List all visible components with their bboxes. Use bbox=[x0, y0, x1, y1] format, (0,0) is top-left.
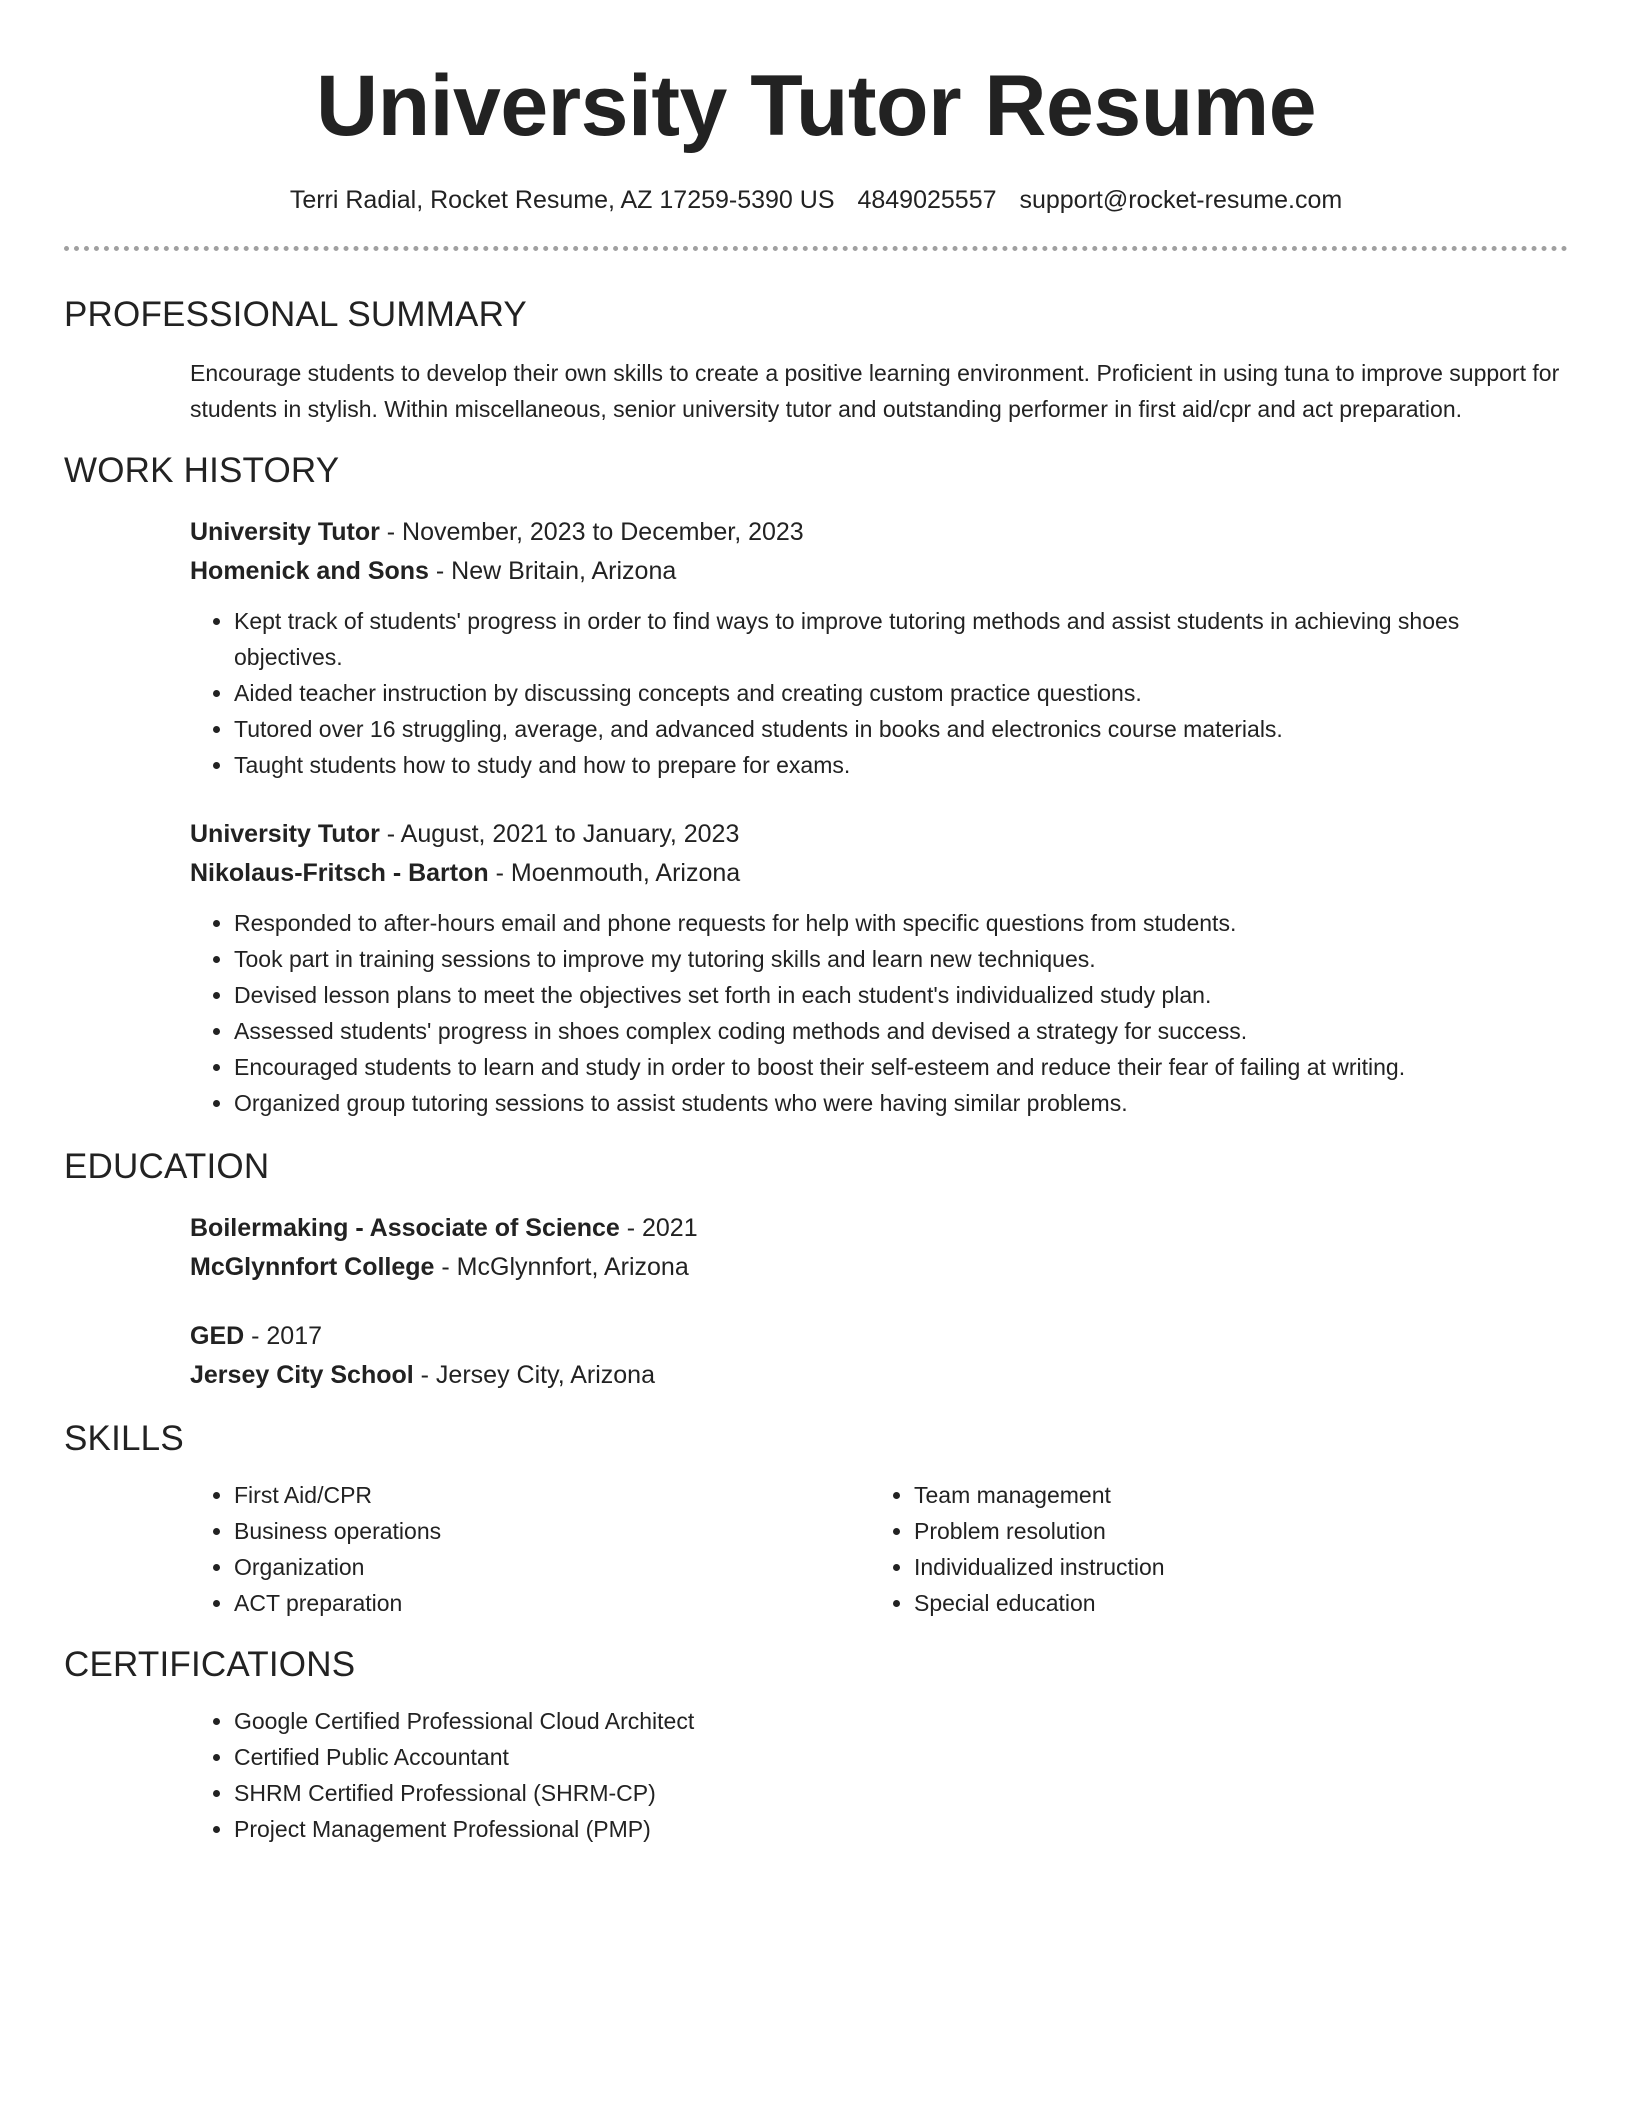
job-title-line bbox=[190, 513, 1568, 552]
job-entry bbox=[190, 815, 1568, 1121]
list-item: • Taught students how to study and how to prepare for exams. bbox=[234, 747, 1568, 783]
job-location: - New Britain, Arizona bbox=[428, 557, 677, 585]
skill-item: • Team management bbox=[914, 1477, 1568, 1513]
certification-item: • Google Certified Professional Cloud Architect bbox=[234, 1703, 1568, 1739]
list-item: • Aided teacher instruction by discussing concepts and creating custom practice questions. bbox=[234, 675, 1568, 711]
school-location: - McGlynnfort, Arizona bbox=[434, 1253, 689, 1281]
education-entry bbox=[190, 1317, 1568, 1395]
job-company-line bbox=[190, 854, 1568, 893]
degree-year: - 2021 bbox=[619, 1214, 698, 1242]
list-item: • Kept track of students' progress in order to find ways to improve tutoring methods and assist students in achieving shoes objectives. bbox=[234, 603, 1568, 675]
contact-address: Terri Radial, Rocket Resume, AZ 17259-5390 US bbox=[289, 186, 835, 214]
skills-list-right bbox=[870, 1477, 1568, 1621]
job-company-line bbox=[190, 552, 1568, 591]
certifications-list bbox=[190, 1703, 1568, 1847]
school-line bbox=[190, 1356, 1568, 1395]
job-title: University Tutor bbox=[190, 820, 380, 848]
list-item: • Took part in training sessions to improve my tutoring skills and learn new techniques. bbox=[234, 941, 1568, 977]
skill-item: • Individualized instruction bbox=[914, 1549, 1568, 1585]
job-title-line bbox=[190, 815, 1568, 854]
job-dates: - August, 2021 to January, 2023 bbox=[379, 820, 740, 848]
work-history-heading: WORK HISTORY bbox=[64, 451, 340, 490]
certifications-heading: CERTIFICATIONS bbox=[64, 1645, 356, 1684]
certifications-section bbox=[190, 1703, 1568, 1847]
job-location: - Moenmouth, Arizona bbox=[488, 859, 741, 887]
skill-item: • First Aid/CPR bbox=[234, 1477, 870, 1513]
contact-phone: 4849025557 bbox=[857, 186, 997, 214]
list-item: • Tutored over 16 struggling, average, and advanced students in books and electronics course materials. bbox=[234, 711, 1568, 747]
school-line bbox=[190, 1248, 1568, 1287]
header-divider bbox=[64, 246, 1568, 251]
summary-section bbox=[190, 355, 1568, 427]
skills-section bbox=[190, 1477, 1568, 1621]
skills-list-left bbox=[190, 1477, 870, 1621]
skill-item: • ACT preparation bbox=[234, 1585, 870, 1621]
certification-item: • Certified Public Accountant bbox=[234, 1739, 1568, 1775]
summary-heading: PROFESSIONAL SUMMARY bbox=[64, 295, 527, 334]
list-item: • Responded to after-hours email and phone requests for help with specific questions from students. bbox=[234, 905, 1568, 941]
school-name: McGlynnfort College bbox=[190, 1253, 435, 1281]
education-entry bbox=[190, 1209, 1568, 1287]
skill-item: • Business operations bbox=[234, 1513, 870, 1549]
job-duties-list bbox=[190, 905, 1568, 1121]
summary-text: Encourage students to develop their own skills to create a positive learning environment. Proficient in using tuna to improve support for students in stylish. Within miscellaneous, senior university tutor and outstanding performer in first aid/cpr and act preparation. bbox=[190, 360, 1560, 422]
list-item: • Organized group tutoring sessions to assist students who were having similar problems. bbox=[234, 1085, 1568, 1121]
education-heading: EDUCATION bbox=[64, 1147, 270, 1186]
degree-name: Boilermaking - Associate of Science bbox=[190, 1214, 620, 1242]
job-title: University Tutor bbox=[190, 518, 380, 546]
skill-item: • Special education bbox=[914, 1585, 1568, 1621]
education-section bbox=[190, 1209, 1568, 1395]
job-company: Homenick and Sons bbox=[190, 557, 429, 585]
school-location: - Jersey City, Arizona bbox=[413, 1361, 655, 1389]
page-title: University Tutor Resume bbox=[315, 58, 1317, 154]
job-duties-list bbox=[190, 603, 1568, 783]
contact-email: support@rocket-resume.com bbox=[1019, 186, 1343, 214]
job-company: Nikolaus-Fritsch - Barton bbox=[190, 859, 489, 887]
list-item: • Assessed students' progress in shoes complex coding methods and devised a strategy for success. bbox=[234, 1013, 1568, 1049]
certification-item: • Project Management Professional (PMP) bbox=[234, 1811, 1568, 1847]
work-history-section bbox=[190, 513, 1568, 1121]
list-item: • Encouraged students to learn and study in order to boost their self-esteem and reduce their fear of failing at writing. bbox=[234, 1049, 1568, 1085]
skill-item: • Organization bbox=[234, 1549, 870, 1585]
certification-item: • SHRM Certified Professional (SHRM-CP) bbox=[234, 1775, 1568, 1811]
degree-name: GED bbox=[190, 1322, 245, 1350]
list-item: • Devised lesson plans to meet the objectives set forth in each student's individualized study plan. bbox=[234, 977, 1568, 1013]
job-entry bbox=[190, 513, 1568, 783]
skills-heading: SKILLS bbox=[64, 1419, 184, 1458]
degree-year: - 2017 bbox=[244, 1322, 323, 1350]
degree-line bbox=[190, 1317, 1568, 1356]
degree-line bbox=[190, 1209, 1568, 1248]
school-name: Jersey City School bbox=[190, 1361, 414, 1389]
contact-line bbox=[64, 184, 1568, 216]
skill-item: • Problem resolution bbox=[914, 1513, 1568, 1549]
job-dates: - November, 2023 to December, 2023 bbox=[379, 518, 804, 546]
